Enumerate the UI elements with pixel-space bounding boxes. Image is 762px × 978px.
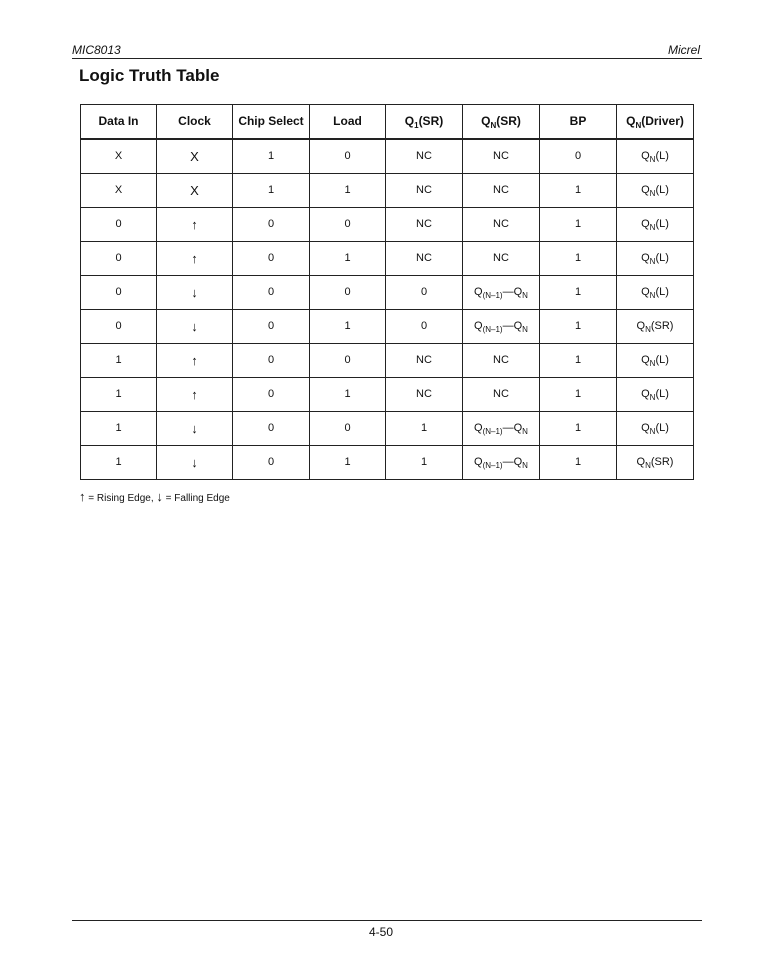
cell-load: 0 — [310, 412, 386, 446]
col-header-load: Load — [310, 105, 386, 140]
cell-qn-driver — [617, 208, 694, 242]
cell-qn-driver — [617, 276, 694, 310]
qn-sub: N — [649, 393, 656, 402]
qn-sub: N — [649, 189, 656, 198]
cell-data-in: 1 — [81, 446, 157, 480]
cell-clock: ↓ — [157, 412, 233, 446]
cell-q1-sr: 0 — [386, 310, 463, 344]
qn-suffix: (L) — [655, 218, 669, 230]
cell-data-in: 0 — [81, 208, 157, 242]
qn-suffix: (SR) — [650, 456, 674, 468]
cell-load: 1 — [310, 378, 386, 412]
cell-data-in: 0 — [81, 242, 157, 276]
logic-truth-table — [80, 104, 694, 480]
page-number: 4-50 — [368, 925, 394, 939]
cell-load: 0 — [310, 276, 386, 310]
table-row — [81, 174, 694, 208]
cell-q1-sr: NC — [386, 378, 463, 412]
table-row — [81, 344, 694, 378]
cell-qn-sr: NC — [463, 174, 540, 208]
qn-main: Q — [641, 252, 650, 264]
shift-sub-n-minus-1: (N–1) — [482, 427, 503, 436]
col-header-clock: Clock — [157, 105, 233, 140]
cell-q1-sr: NC — [386, 208, 463, 242]
table-header-row — [81, 105, 694, 140]
table-row — [81, 446, 694, 480]
cell-load: 1 — [310, 446, 386, 480]
q1-suffix: (SR) — [418, 114, 444, 128]
qn-sr-sub: N — [490, 121, 497, 130]
shift-dash: — — [502, 286, 514, 298]
header-company: Micrel — [668, 43, 700, 57]
cell-qn-driver — [617, 310, 694, 344]
qn-suffix: (SR) — [650, 320, 674, 332]
cell-bp: 1 — [540, 276, 617, 310]
cell-chip-select: 0 — [233, 276, 310, 310]
cell-data-in: 0 — [81, 310, 157, 344]
rising-edge-text: = Rising Edge, — [85, 493, 157, 504]
cell-qn-driver — [617, 174, 694, 208]
cell-load: 0 — [310, 208, 386, 242]
cell-clock: ↑ — [157, 344, 233, 378]
qn-main: Q — [636, 456, 646, 468]
qn-main: Q — [641, 354, 650, 366]
cell-qn-sr — [463, 310, 540, 344]
cell-bp: 1 — [540, 310, 617, 344]
shift-sub-n: N — [522, 427, 528, 436]
shift-sub-n: N — [522, 325, 528, 334]
cell-chip-select: 0 — [233, 446, 310, 480]
cell-bp: 1 — [540, 378, 617, 412]
cell-bp: 0 — [540, 139, 617, 174]
cell-data-in: X — [81, 174, 157, 208]
qn-sub: N — [649, 291, 656, 300]
cell-qn-driver — [617, 446, 694, 480]
q1-main: Q — [404, 114, 415, 128]
shift-q-main: Q — [474, 456, 483, 468]
cell-chip-select: 0 — [233, 412, 310, 446]
col-header-bp: BP — [540, 105, 617, 140]
shift-q-main: Q — [474, 286, 483, 298]
cell-bp: 1 — [540, 412, 617, 446]
cell-qn-sr — [463, 412, 540, 446]
cell-qn-sr: NC — [463, 208, 540, 242]
table-legend — [79, 489, 230, 504]
table-row — [81, 310, 694, 344]
table-row — [81, 378, 694, 412]
qn-main: Q — [641, 150, 650, 162]
cell-clock: X — [157, 139, 233, 174]
cell-chip-select: 0 — [233, 242, 310, 276]
qn-driver-sub: N — [635, 121, 642, 130]
cell-clock: ↓ — [157, 276, 233, 310]
qn-sr-main: Q — [481, 114, 491, 128]
shift-q-main: Q — [513, 456, 523, 468]
qn-suffix: (L) — [655, 150, 669, 162]
cell-clock: ↓ — [157, 446, 233, 480]
cell-load: 0 — [310, 344, 386, 378]
shift-q-main: Q — [513, 286, 523, 298]
shift-q-main: Q — [513, 422, 523, 434]
cell-chip-select: 1 — [233, 139, 310, 174]
cell-bp: 1 — [540, 446, 617, 480]
cell-clock: ↓ — [157, 310, 233, 344]
cell-qn-driver — [617, 139, 694, 174]
falling-edge-text: = Falling Edge — [162, 493, 230, 504]
qn-sub: N — [649, 155, 656, 164]
qn-suffix: (L) — [655, 252, 669, 264]
qn-suffix: (L) — [655, 286, 669, 298]
shift-q-main: Q — [513, 320, 523, 332]
shift-sub-n: N — [522, 291, 528, 300]
cell-data-in: X — [81, 139, 157, 174]
col-header-qn-sr — [463, 105, 540, 140]
qn-driver-main: Q — [626, 114, 636, 128]
col-header-qn-driver — [617, 105, 694, 140]
cell-chip-select: 0 — [233, 208, 310, 242]
shift-q-main: Q — [474, 422, 483, 434]
table-row — [81, 242, 694, 276]
falling-edge-icon: ↓ — [156, 489, 163, 504]
cell-chip-select: 0 — [233, 378, 310, 412]
cell-bp: 1 — [540, 344, 617, 378]
cell-qn-driver — [617, 378, 694, 412]
qn-main: Q — [641, 218, 650, 230]
shift-sub-n-minus-1: (N–1) — [482, 461, 503, 470]
qn-sub: N — [645, 325, 651, 334]
shift-q-main: Q — [474, 320, 483, 332]
cell-chip-select: 1 — [233, 174, 310, 208]
cell-qn-sr — [463, 446, 540, 480]
shift-sub-n-minus-1: (N–1) — [482, 291, 503, 300]
cell-chip-select: 0 — [233, 310, 310, 344]
cell-load: 1 — [310, 310, 386, 344]
qn-driver-suffix: (Driver) — [641, 114, 684, 128]
cell-q1-sr: 1 — [386, 412, 463, 446]
qn-suffix: (L) — [655, 422, 669, 434]
cell-qn-driver — [617, 344, 694, 378]
cell-qn-sr: NC — [463, 378, 540, 412]
cell-q1-sr: NC — [386, 344, 463, 378]
cell-q1-sr: NC — [386, 139, 463, 174]
cell-clock: ↑ — [157, 208, 233, 242]
section-title: Logic Truth Table — [79, 66, 220, 85]
table-row — [81, 412, 694, 446]
qn-suffix: (L) — [655, 354, 669, 366]
cell-q1-sr: NC — [386, 242, 463, 276]
cell-qn-driver — [617, 242, 694, 276]
cell-bp: 1 — [540, 174, 617, 208]
table-row — [81, 208, 694, 242]
footer-divider — [72, 920, 702, 921]
qn-suffix: (L) — [655, 388, 669, 400]
shift-dash: — — [502, 422, 514, 434]
cell-qn-sr: NC — [463, 139, 540, 174]
cell-qn-sr: NC — [463, 242, 540, 276]
qn-main: Q — [641, 286, 650, 298]
cell-q1-sr: NC — [386, 174, 463, 208]
cell-qn-driver — [617, 412, 694, 446]
header-divider — [72, 58, 702, 59]
header-part-number: MIC8013 — [72, 43, 121, 57]
qn-sub: N — [645, 461, 651, 470]
table-row — [81, 276, 694, 310]
col-header-data-in: Data In — [81, 105, 157, 140]
cell-data-in: 1 — [81, 378, 157, 412]
qn-suffix: (L) — [655, 184, 669, 196]
qn-sub: N — [649, 223, 656, 232]
qn-sub: N — [649, 427, 656, 436]
qn-sr-suffix: (SR) — [496, 114, 521, 128]
qn-main: Q — [641, 422, 650, 434]
shift-dash: — — [502, 320, 514, 332]
table-row — [81, 139, 694, 174]
cell-load: 0 — [310, 139, 386, 174]
cell-q1-sr: 0 — [386, 276, 463, 310]
col-header-chip-select: Chip Select — [233, 105, 310, 140]
qn-sub: N — [649, 359, 656, 368]
cell-bp: 1 — [540, 208, 617, 242]
cell-clock: X — [157, 174, 233, 208]
cell-load: 1 — [310, 174, 386, 208]
cell-q1-sr: 1 — [386, 446, 463, 480]
cell-bp: 1 — [540, 242, 617, 276]
cell-data-in: 0 — [81, 276, 157, 310]
shift-sub-n: N — [522, 461, 528, 470]
cell-load: 1 — [310, 242, 386, 276]
rising-edge-icon: ↑ — [79, 489, 86, 504]
cell-data-in: 1 — [81, 412, 157, 446]
qn-main: Q — [641, 184, 650, 196]
shift-sub-n-minus-1: (N–1) — [482, 325, 503, 334]
shift-dash: — — [502, 456, 514, 468]
col-header-q1-sr — [386, 105, 463, 140]
qn-main: Q — [641, 388, 650, 400]
cell-qn-sr — [463, 276, 540, 310]
qn-sub: N — [649, 257, 656, 266]
cell-qn-sr: NC — [463, 344, 540, 378]
cell-clock: ↑ — [157, 378, 233, 412]
cell-clock: ↑ — [157, 242, 233, 276]
qn-main: Q — [636, 320, 646, 332]
cell-chip-select: 0 — [233, 344, 310, 378]
cell-data-in: 1 — [81, 344, 157, 378]
q1-sub: 1 — [414, 121, 419, 130]
